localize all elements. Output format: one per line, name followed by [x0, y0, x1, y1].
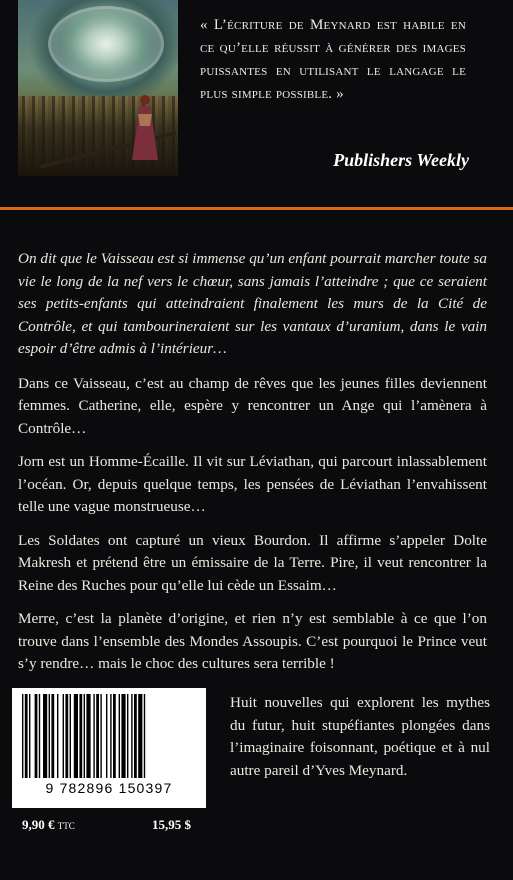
synopsis [18, 248, 487, 687]
closing-blurb: Huit nouvelles qui explorent les mythes du futur, huit stupéfiantes plongées dans l’imaginaire foisonnant, poétique et à nul autre pareil d’Yves Meynard. [230, 694, 490, 779]
quote-source: Publishers Weekly [333, 150, 469, 170]
isbn-barcode [12, 688, 206, 808]
cover-illustration [18, 0, 178, 176]
sky-vortex [48, 6, 164, 82]
price-euro [22, 817, 75, 833]
synopsis-paragraph-1: Dans ce Vaisseau, c’est au champ de rêves que les jeunes filles deviennent femmes. Catherine, elle, espère y rencontrer un Ange qui l’amènera à Contrôle… [18, 374, 487, 437]
synopsis-intro: On dit que le Vaisseau est si immense qu’un enfant pourrait marcher toute sa vie le long de la nef vers le chœur, sans jamais l’atteindre ; que ce seraient ses petits-enfants qui atteindraient finalement les murs de la Cité de Contrôle, et qui tambourineraient sur les vantaux d’uranium, dans le vain espoir d’être admis à l’intérieur… [18, 250, 487, 357]
price-euro-suffix: TTC [57, 821, 75, 831]
synopsis-paragraph-2: Jorn est un Homme-Écaille. Il vit sur Léviathan, qui parcourt inlassablement l’océan. Or, depuis quelque temps, les pensées de Léviathan l’envahissent telle une vague monstrueuse… [18, 453, 487, 515]
price-cad: 15,95 $ [152, 817, 191, 832]
barcode-bars [18, 694, 200, 778]
press-quote: « L’écriture de Meynard est habile en ce qu’elle réussit à générer des images puissantes en utilisant le langage le plus simple possible. » [200, 17, 466, 102]
synopsis-paragraph-4: Merre, c’est la planète d’origine, et rien n’y est semblable à ce que l’on trouve dans l’ensemble des Mondes Assoupis. C’est pourquoi le Prince veut s’y rendre… mais le choc des cultures sera terrible ! [18, 610, 487, 672]
orange-divider [0, 207, 513, 210]
barcode-digits: 9 782896 150397 [45, 780, 173, 796]
woman-figure [130, 92, 160, 162]
price-euro-value: 9,90 € [22, 817, 55, 832]
synopsis-paragraph-3: Les Soldates ont capturé un vieux Bourdon. Il affirme s’appeler Dolte Makresh et prétend être un émissaire de la Terre. Pire, il veut rencontrer la Reine des Ruches pour qu’elle lui cède un Essaim… [18, 531, 487, 594]
